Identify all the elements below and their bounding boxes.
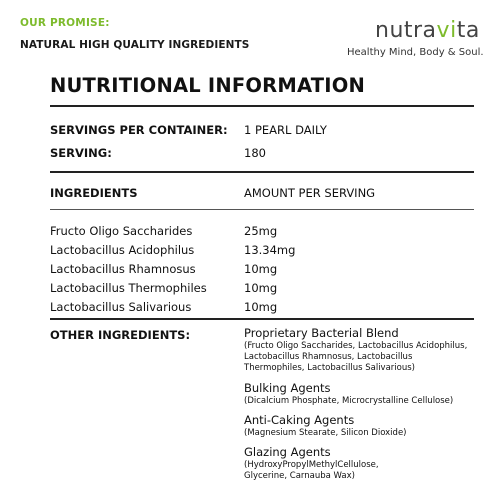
other-group-detail: (HydroxyPropylMethylCellulose,	[244, 460, 379, 470]
ingredient-name: Fructo Oligo Saccharides	[50, 224, 193, 238]
ingredient-amount: 10mg	[244, 262, 278, 276]
ingredient-name: Lactobacillus Acidophilus	[50, 243, 195, 257]
col-amount-header: AMOUNT PER SERVING	[244, 186, 376, 200]
other-group-detail: (Fructo Oligo Saccharides, Lactobacillus Acidophilus,	[244, 341, 468, 351]
other-group-detail: Glycerine, Carnauba Wax)	[244, 471, 355, 481]
ingredient-amount: 25mg	[244, 224, 278, 238]
other-group-detail: Lactobacillus Rhamnosus, Lactobacillus	[244, 352, 413, 362]
col-ingredients-header: INGREDIENTS	[50, 186, 138, 200]
divider-ingredients	[50, 318, 474, 320]
ingredient-name: Lactobacillus Rhamnosus	[50, 262, 196, 276]
brand-tagline: Healthy Mind, Body & Soul.	[347, 47, 484, 58]
logo-text-part3: ta	[456, 18, 480, 43]
brand-logo	[375, 18, 480, 43]
other-group-title: Anti-Caking Agents	[244, 413, 355, 427]
page-title: NUTRITIONAL INFORMATION	[50, 74, 366, 97]
other-group-title: Glazing Agents	[244, 445, 331, 459]
serving-label: SERVING:	[50, 146, 112, 160]
ingredient-name: Lactobacillus Thermophiles	[50, 281, 207, 295]
promise-text: NATURAL HIGH QUALITY INGREDIENTS	[20, 39, 250, 51]
other-group-detail: (Magnesium Stearate, Silicon Dioxide)	[244, 428, 407, 438]
divider-table-header	[50, 209, 474, 210]
serving-value: 180	[244, 146, 266, 160]
other-ingredients-label: OTHER INGREDIENTS:	[50, 328, 191, 342]
promise-label: OUR PROMISE:	[20, 17, 110, 29]
ingredient-name: Lactobacillus Salivarious	[50, 300, 192, 314]
ingredient-amount: 13.34mg	[244, 243, 296, 257]
logo-text-part1: nutra	[375, 18, 437, 43]
logo-text-accent: vi	[436, 18, 457, 43]
other-group-title: Proprietary Bacterial Blend	[244, 326, 399, 340]
divider-servings	[50, 171, 474, 173]
servings-per-container-value: 1 PEARL DAILY	[244, 123, 327, 137]
divider-title	[50, 105, 474, 107]
other-group-title: Bulking Agents	[244, 381, 331, 395]
ingredient-amount: 10mg	[244, 281, 278, 295]
ingredient-amount: 10mg	[244, 300, 278, 314]
servings-per-container-label: SERVINGS PER CONTAINER:	[50, 123, 228, 137]
other-group-detail: Thermophiles, Lactobacillus Salivarious)	[244, 363, 415, 373]
other-group-detail: (Dicalcium Phosphate, Microcrystalline Cellulose)	[244, 396, 454, 406]
